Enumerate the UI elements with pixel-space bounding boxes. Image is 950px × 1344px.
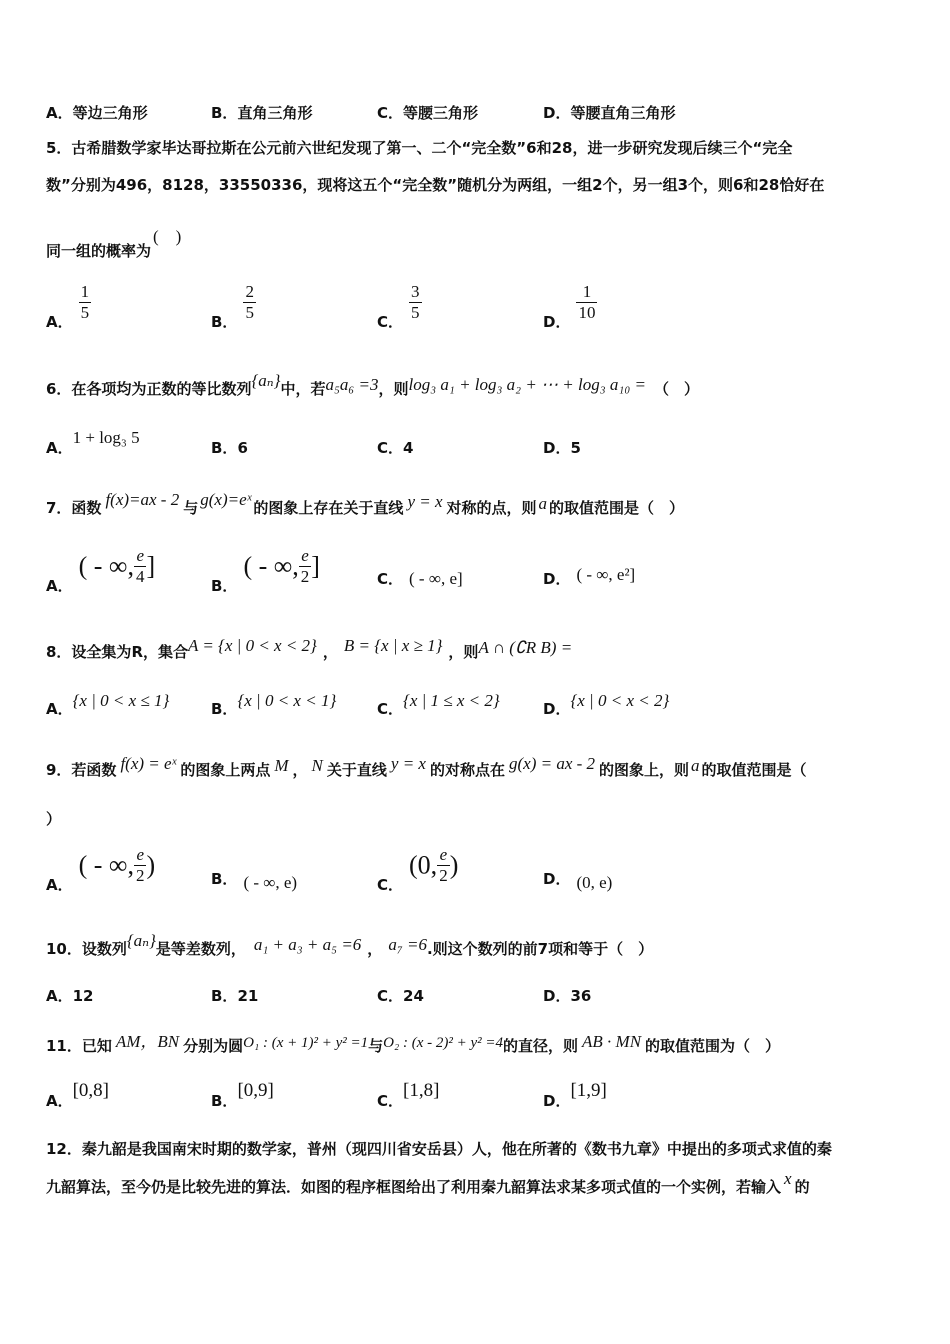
- stem-text: 10．设数列: [46, 940, 127, 958]
- stem-text: 9．若函数: [46, 761, 117, 779]
- q11-stem: [46, 1031, 780, 1056]
- fraction: [576, 282, 597, 323]
- q8-option-a: [46, 691, 170, 719]
- q10-option-b: [211, 985, 258, 1006]
- stem-text: 的图象上两点: [180, 761, 271, 779]
- numerator: e: [437, 845, 450, 866]
- interval-left: ( - ∞,: [78, 551, 134, 581]
- denominator: 2: [135, 866, 145, 885]
- q6-stem: [46, 371, 699, 399]
- circle-o1-formula: O₁ : (x + 1)² + y² =1: [243, 1035, 369, 1051]
- option-label: C．: [377, 439, 404, 457]
- q6-option-b: [211, 437, 248, 458]
- q7-option-b: [211, 546, 320, 595]
- option-label: A．: [46, 439, 73, 457]
- q6-option-d: [543, 437, 581, 458]
- variable-a: a: [538, 494, 548, 513]
- option-text: 等边三角形: [72, 104, 148, 122]
- q7-option-d: [543, 565, 636, 589]
- function-g-formula: g(x) = ax - 2: [508, 754, 596, 773]
- option-label: D．: [543, 313, 571, 331]
- numerator: 3: [411, 282, 420, 301]
- option-label: A．: [46, 876, 73, 894]
- option-formula: ( - ∞, e): [243, 873, 298, 892]
- q11-option-a: [46, 1080, 110, 1112]
- stem-text: 的取值范围是（ ）: [549, 499, 685, 517]
- option-label: B．: [211, 439, 238, 457]
- option-label: A．: [46, 987, 73, 1005]
- q5-stem-line-2: 数”分别为496，8128，33550336，现将这五个“完全数”随机分为两组，一组2个，另一组3个，则6和28恰好在: [46, 176, 825, 194]
- q5-option-c: [377, 282, 422, 331]
- option-label: D．: [543, 104, 571, 122]
- point-n: N: [311, 756, 323, 775]
- option-label: B．: [211, 870, 238, 888]
- set-expression: A ∩ (∁R B) =: [478, 638, 573, 657]
- option-formula: [1,9]: [570, 1080, 607, 1101]
- function-f-formula: f(x)=ax - 2: [105, 490, 180, 509]
- option-label: A．: [46, 104, 73, 122]
- stem-text: 的取值范围是（: [701, 761, 807, 779]
- stem-text: 对称的点，则: [446, 499, 537, 517]
- option-label: C．: [377, 876, 404, 894]
- q10-stem: [46, 931, 654, 959]
- denominator: 5: [245, 303, 254, 322]
- separator: ，: [367, 940, 383, 958]
- option-text: 5: [570, 439, 581, 457]
- q12-stem-line-2: [46, 1169, 810, 1197]
- option-label: B．: [211, 1092, 238, 1110]
- interval-left: ( - ∞,: [243, 551, 299, 581]
- stem-text: 关于直线: [326, 761, 387, 779]
- option-formula: (0, e): [576, 873, 613, 892]
- q6-option-c: [377, 437, 413, 458]
- numerator: e: [134, 546, 147, 567]
- line-formula: y = x: [407, 492, 443, 511]
- vector-product-formula: AB · MN: [582, 1032, 642, 1051]
- log-sum-formula: log₃ a₁ + log₃ a₂ + ⋯ + log₃ a₁₀ =: [408, 375, 646, 394]
- q10-option-a: [46, 985, 93, 1006]
- option-formula: [0,9]: [237, 1080, 274, 1101]
- numerator: 1: [576, 282, 597, 303]
- option-label: C．: [377, 987, 404, 1005]
- option-text: 等腰三角形: [403, 104, 479, 122]
- stem-text: 中，若: [280, 380, 326, 398]
- option-label: A．: [46, 313, 73, 331]
- option-formula: {x | 0 < x ≤ 1}: [72, 691, 170, 710]
- stem-text: 的图象上，则: [599, 761, 690, 779]
- fraction: [243, 282, 256, 323]
- interval-right: ]: [146, 551, 156, 581]
- denominator: 4: [135, 567, 145, 586]
- option-label: A．: [46, 700, 73, 718]
- variable-x: x: [784, 1169, 792, 1188]
- q8-stem: [46, 636, 573, 662]
- stem-text: 7．函数: [46, 499, 102, 517]
- fraction: [79, 282, 92, 323]
- fraction: [134, 546, 147, 587]
- point-m: M: [274, 756, 289, 775]
- q9-stem: [46, 754, 807, 780]
- option-label: D．: [543, 1092, 571, 1110]
- q4-option-c: [377, 102, 478, 123]
- stem-text: 的: [794, 1178, 810, 1196]
- variable-a: a: [691, 756, 700, 775]
- q9-option-d: [543, 868, 613, 892]
- stem-text: 是等差数列，: [155, 940, 246, 958]
- stem-text: 分别为圆: [183, 1037, 244, 1055]
- answer-paren: （ ）: [653, 380, 699, 398]
- function-g-formula: g(x)=eˣ: [200, 490, 252, 509]
- condition-formula: a₅a₆ =3: [325, 375, 379, 394]
- option-text: 12: [72, 987, 94, 1005]
- separator: ，: [322, 643, 338, 661]
- option-label: A．: [46, 1092, 73, 1110]
- fraction: [409, 282, 422, 323]
- stem-text: 九韶算法，至今仍是比较先进的算法．如图的程序框图给出了利用秦九韶算法求某多项式值的一个实例，若输入: [46, 1178, 782, 1196]
- segment-names: AM，BN: [115, 1032, 180, 1051]
- function-f-formula: f(x) = eˣ: [120, 754, 177, 773]
- q5-option-b: [211, 282, 256, 331]
- stem-text: 的对称点在: [429, 761, 505, 779]
- stem-text: 与: [368, 1037, 384, 1055]
- q5-stem-line-1: 5．古希腊数学家毕达哥拉斯在公元前六世纪发现了第一、二个“完全数”6和28，进一步研究发现后续三个“完全: [46, 139, 793, 157]
- q8-option-b: [211, 691, 337, 719]
- option-formula: {x | 1 ≤ x < 2}: [403, 691, 500, 710]
- denominator: 5: [80, 303, 90, 322]
- stem-text: .则这个数列的前7项和等于（ ）: [426, 940, 654, 958]
- denominator: 2: [439, 866, 448, 885]
- q4-option-a: [46, 102, 148, 123]
- q11-option-c: [377, 1080, 440, 1112]
- option-text: 直角三角形: [237, 104, 313, 122]
- option-label: D．: [543, 700, 571, 718]
- q10-option-d: [543, 985, 591, 1006]
- option-text: 21: [237, 987, 259, 1005]
- option-label: D．: [543, 870, 571, 888]
- option-text: 等腰直角三角形: [570, 104, 676, 122]
- q9-option-a: [46, 845, 156, 894]
- fraction: [437, 845, 450, 886]
- numerator: e: [299, 546, 312, 567]
- interval-left: (0,: [409, 850, 438, 880]
- numerator: e: [134, 845, 147, 866]
- option-formula: {x | 0 < x < 2}: [570, 691, 670, 710]
- option-label: D．: [543, 439, 571, 457]
- q11-option-d: [543, 1080, 607, 1112]
- q9-option-c: [377, 845, 459, 894]
- interval-right: ): [146, 850, 156, 880]
- option-label: B．: [211, 700, 238, 718]
- sequence-notation: {aₙ}: [251, 371, 281, 390]
- stem-text: 与: [183, 499, 199, 517]
- option-text: 4: [403, 439, 414, 457]
- option-label: B．: [211, 577, 238, 595]
- option-label: A．: [46, 577, 73, 595]
- option-text: 24: [403, 987, 424, 1005]
- set-b-formula: B = {x | x ≥ 1}: [343, 636, 443, 655]
- denominator: 2: [300, 567, 310, 586]
- denominator: 10: [578, 303, 596, 322]
- q8-option-c: [377, 691, 500, 719]
- q7-option-a: [46, 546, 156, 595]
- stem-text: 8．设全集为R，集合: [46, 643, 188, 661]
- stem-text: 6．在各项均为正数的等比数列: [46, 380, 252, 398]
- stem-text: 的图象上存在关于直线: [253, 499, 404, 517]
- option-label: C．: [377, 1092, 404, 1110]
- q5-option-a: [46, 282, 91, 331]
- fraction: [299, 546, 312, 587]
- denominator: 5: [411, 303, 420, 322]
- q5-stem-text: 同一组的概率为: [46, 242, 152, 260]
- q8-option-d: [543, 691, 670, 719]
- option-text: 36: [570, 987, 592, 1005]
- stem-text: ，则: [378, 380, 409, 398]
- option-label: B．: [211, 104, 238, 122]
- set-a-formula: A = {x | 0 < x < 2}: [188, 636, 317, 655]
- interval-left: ( - ∞,: [78, 850, 134, 880]
- q12-stem-line-1: 12．秦九韶是我国南宋时期的数学家，普州（现四川省安岳县）人，他在所著的《数书九章》中提出的多项式求值的秦: [46, 1140, 832, 1158]
- option-label: D．: [543, 987, 571, 1005]
- q11-option-b: [211, 1080, 274, 1112]
- condition-formula: a₁ + a₃ + a₅ =6: [253, 935, 362, 954]
- condition-formula: a₇ =6: [388, 935, 427, 954]
- option-formula: 1 + log₃ 5: [72, 428, 140, 447]
- option-text: 6: [237, 439, 248, 457]
- q5-stem-line-3: [46, 227, 182, 261]
- line-formula: y = x: [390, 754, 426, 773]
- numerator: 1: [80, 282, 90, 301]
- answer-paren: ( ): [153, 227, 182, 246]
- q9-option-b: [211, 868, 298, 892]
- q7-stem: [46, 490, 685, 518]
- option-label: D．: [543, 570, 571, 588]
- option-formula: [0,8]: [72, 1080, 110, 1101]
- option-label: C．: [377, 104, 404, 122]
- circle-o2-formula: O₂ : (x - 2)² + y² =4: [383, 1035, 503, 1051]
- q4-option-d: [543, 102, 675, 123]
- option-label: C．: [377, 313, 404, 331]
- option-formula: {x | 0 < x < 1}: [237, 691, 337, 710]
- q9-stem-line-2: ）: [46, 810, 62, 828]
- stem-text: 的直径，则: [503, 1037, 579, 1055]
- q4-option-b: [211, 102, 312, 123]
- q7-option-c: [377, 568, 463, 589]
- option-formula: ( - ∞, e]: [409, 569, 463, 588]
- option-label: B．: [211, 313, 238, 331]
- option-formula: [1,8]: [403, 1080, 440, 1101]
- option-label: C．: [377, 700, 404, 718]
- stem-text: ，则: [448, 643, 479, 661]
- option-formula: ( - ∞, e²]: [576, 565, 636, 584]
- option-label: B．: [211, 987, 238, 1005]
- numerator: 2: [245, 282, 254, 301]
- fraction: [134, 845, 147, 886]
- sequence-notation: {aₙ}: [126, 931, 156, 950]
- interval-right: ]: [311, 551, 320, 581]
- q6-option-a: [46, 428, 140, 458]
- separator: ，: [292, 761, 308, 779]
- q5-option-d: [543, 282, 597, 331]
- q10-option-c: [377, 985, 424, 1006]
- stem-text: 的取值范围为（ ）: [645, 1037, 781, 1055]
- option-label: C．: [377, 570, 404, 588]
- interval-right: ): [449, 850, 459, 880]
- stem-text: 11．已知: [46, 1037, 112, 1055]
